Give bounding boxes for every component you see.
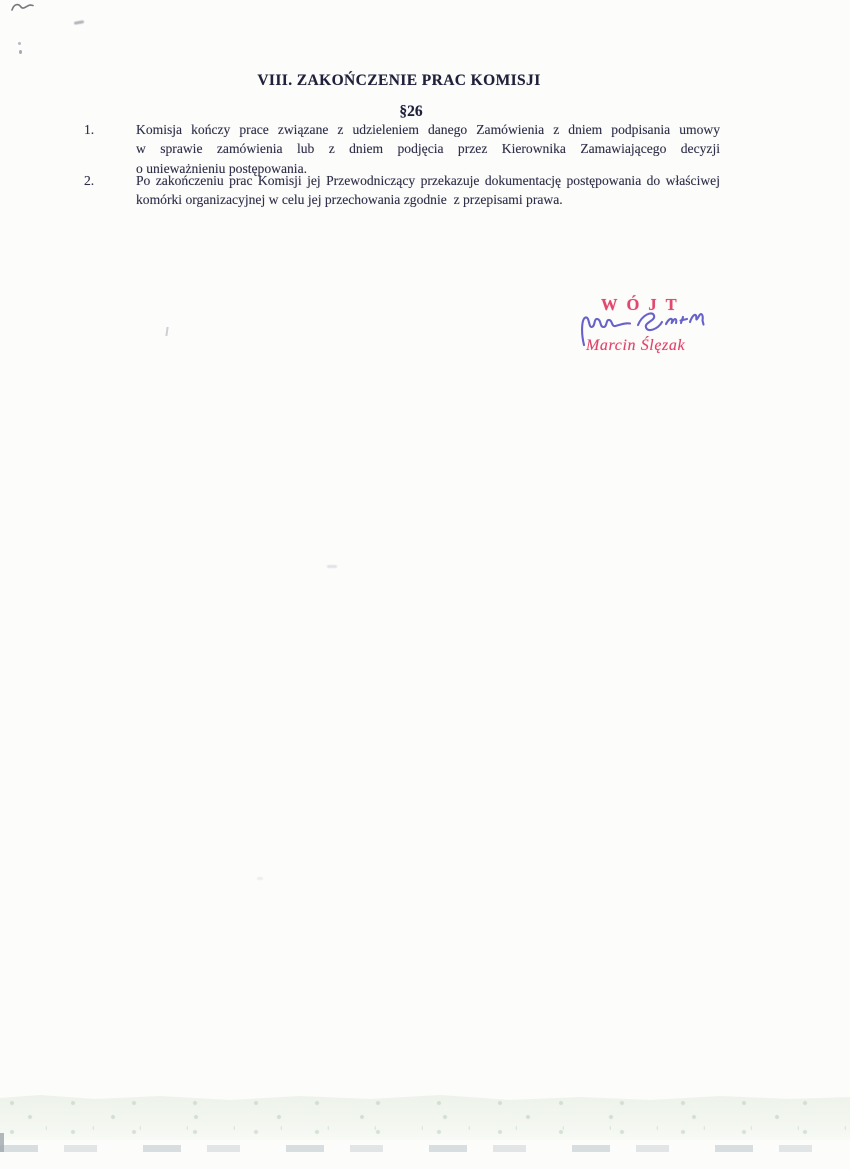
item-text <box>136 120 720 178</box>
scan-speck <box>74 20 84 25</box>
stamp-signatory-name: Marcin Ślęzak <box>586 337 686 354</box>
list-item <box>84 172 724 209</box>
item-text <box>136 172 720 209</box>
item-line: Komisja kończy prace związane z udzieleniem danego Zamówienia z dniem podpisania umowy <box>136 122 720 137</box>
scan-speck <box>257 877 263 880</box>
scan-edge-mark <box>0 1133 4 1152</box>
list-item <box>84 120 724 178</box>
item-line: w sprawie zamówienia lub z dniem podjęcia przez Kierownika Zamawiającego decyzji <box>136 141 720 157</box>
item-line: o unieważnieniu postępowania. <box>136 160 308 176</box>
scan-squiggle-artifact <box>11 2 35 12</box>
scan-speck <box>327 565 337 568</box>
scanner-edge-noise-band <box>0 1095 850 1140</box>
item-number: 1. <box>84 122 95 137</box>
scan-speck <box>19 50 22 54</box>
item-line: komórki organizacyjnej w celu jej przechowania zgodnie z przepisami prawa. <box>136 191 563 207</box>
scan-speck <box>165 327 168 336</box>
page-title: VIII. ZAKOŃCZENIE PRAC KOMISJI <box>257 72 541 89</box>
scanner-edge-dashes <box>0 1145 850 1152</box>
stamp-office-title: WÓJT <box>601 295 686 314</box>
item-number: 2. <box>84 173 95 188</box>
scan-speck <box>18 42 21 45</box>
item-line: Po zakończeniu prac Komisji jej Przewodniczący przekazuje dokumentację postępowania do właściwej <box>136 173 720 188</box>
section-mark: §26 <box>399 103 423 120</box>
